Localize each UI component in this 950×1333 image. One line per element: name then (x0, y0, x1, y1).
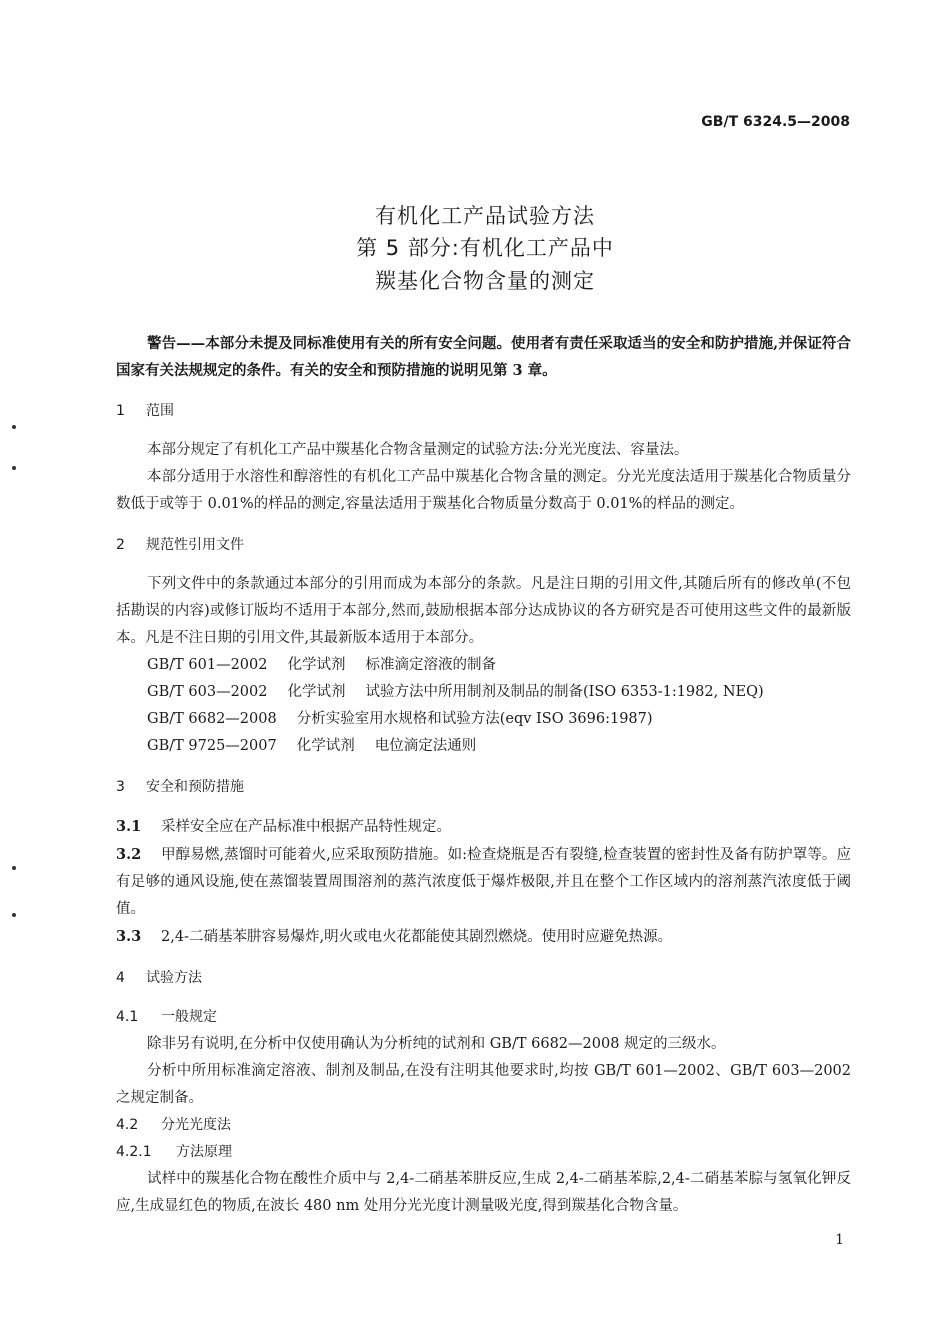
reference-name: 分析实验室用水规格和试验方法(eqv ISO 3696:1987) (296, 711, 653, 727)
clause-number: 3.2 (116, 846, 142, 863)
warning-paragraph: 警告——本部分未提及同标准使用有关的所有安全问题。使用者有责任采取适当的安全和防护措施,并保证符合国家有关法规规定的条件。有关的安全和预防措施的说明见第 3 章。 (116, 335, 851, 379)
reference-item (116, 652, 851, 679)
subsection-title: 一般规定 (161, 1009, 217, 1025)
paragraph: 下列文件中的条款通过本部分的引用而成为本部分的条款。凡是注日期的引用文件,其随后所有的修改单(不包括勘误的内容)或修订版均不适用于本部分,然而,鼓励根据本部分达成协议的各方研究是否可使用这些文件的最新版本。凡是不注日期的引用文件,其最新版本适用于本部分。 (116, 576, 851, 646)
section-2-heading (116, 532, 851, 559)
section-1-heading (116, 398, 851, 425)
page-number: 1 (835, 1232, 844, 1248)
section-title: 规范性引用文件 (146, 537, 244, 553)
section-4-heading (116, 965, 851, 992)
clause-3-2 (116, 841, 851, 923)
margin-mark (12, 866, 16, 870)
subsection-number: 4.1 (116, 1009, 139, 1025)
section-number: 4 (116, 970, 125, 986)
clause-text: 甲醇易燃,蒸馏时可能着火,应采取预防措施。如:检查烧瓶是否有裂缝,检查装置的密封性及备有防护罩等。应有足够的通风设施,使在蒸馏装置周围溶剂的蒸汽浓度低于爆炸极限,并且在整个工作区域内的溶剂蒸汽浓度低于阈值。 (116, 847, 851, 917)
clause-3-3 (116, 923, 851, 951)
paragraph: 分析中所用标准滴定溶液、制剂及制品,在没有注明其他要求时,均按 GB/T 601—2002、GB/T 603—2002 之规定制备。 (116, 1063, 851, 1106)
paragraph: 试样中的羰基化合物在酸性介质中与 2,4-二硝基苯肼反应,生成 2,4-二硝基苯腙,2,4-二硝基苯腙与氢氧化钾反应,生成显红色的物质,在波长 480 nm 处用分光光度计测量吸光度,得到羰基化合物含量。 (116, 1171, 851, 1214)
title-line-3: 羰基化合物含量的测定 (375, 269, 595, 293)
subsection-4-2-heading (116, 1112, 851, 1139)
reference-code: GB/T 6682—2008 (147, 711, 277, 727)
reference-item (116, 679, 851, 706)
subsection-4-2-1-heading (116, 1139, 851, 1166)
reference-code: GB/T 9725—2007 (147, 738, 277, 754)
title-line-1: 有机化工产品试验方法 (375, 204, 595, 228)
reference-category: 化学试剂 (287, 657, 346, 673)
reference-code: GB/T 603—2002 (147, 684, 268, 700)
section-number: 1 (116, 403, 125, 419)
reference-category: 化学试剂 (287, 684, 346, 700)
paragraph: 本部分规定了有机化工产品中羰基化合物含量测定的试验方法:分光光度法、容量法。 (147, 442, 689, 458)
subsection-title: 分光光度法 (161, 1117, 231, 1133)
section-number: 3 (116, 779, 125, 795)
reference-name: 试验方法中所用制剂及制品的制备(ISO 6353-1:1982, NEQ) (365, 684, 764, 700)
section-title: 安全和预防措施 (146, 779, 244, 795)
reference-name: 电位滴定法通则 (374, 738, 477, 754)
reference-item (116, 733, 851, 760)
subsection-number: 4.2.1 (116, 1144, 152, 1160)
reference-name: 标准滴定溶液的制备 (365, 657, 496, 673)
section-title: 试验方法 (146, 970, 202, 986)
reference-item (116, 706, 851, 733)
paragraph: 除非另有说明,在分析中仅使用确认为分析纯的试剂和 GB/T 6682—2008 规定的三级水。 (147, 1036, 726, 1052)
subsection-number: 4.2 (116, 1117, 139, 1133)
clause-text: 采样安全应在产品标准中根据产品特性规定。 (161, 819, 451, 835)
document-body (116, 330, 851, 1220)
margin-mark (12, 466, 16, 470)
standard-number: GB/T 6324.5—2008 (701, 114, 850, 130)
title-line-2: 第 5 部分:有机化工产品中 (356, 236, 614, 260)
reference-category: 化学试剂 (296, 738, 355, 754)
section-title: 范围 (146, 403, 174, 419)
clause-number: 3.3 (116, 928, 142, 945)
subsection-4-1-heading (116, 1004, 851, 1031)
margin-mark (12, 425, 16, 429)
reference-code: GB/T 601—2002 (147, 657, 268, 673)
clause-number: 3.1 (116, 818, 142, 835)
section-3-heading (116, 774, 851, 801)
margin-mark (12, 913, 16, 917)
clause-text: 2,4-二硝基苯肼容易爆炸,明火或电火花都能使其剧烈燃烧。使用时应避免热源。 (161, 929, 673, 945)
paragraph: 本部分适用于水溶性和醇溶性的有机化工产品中羰基化合物含量的测定。分光光度法适用于羰基化合物质量分数低于或等于 0.01%的样品的测定,容量法适用于羰基化合物质量分数高于 0.01%的样品的测定。 (116, 469, 851, 512)
clause-3-1 (116, 813, 851, 841)
section-number: 2 (116, 537, 125, 553)
subsection-title: 方法原理 (176, 1144, 232, 1160)
